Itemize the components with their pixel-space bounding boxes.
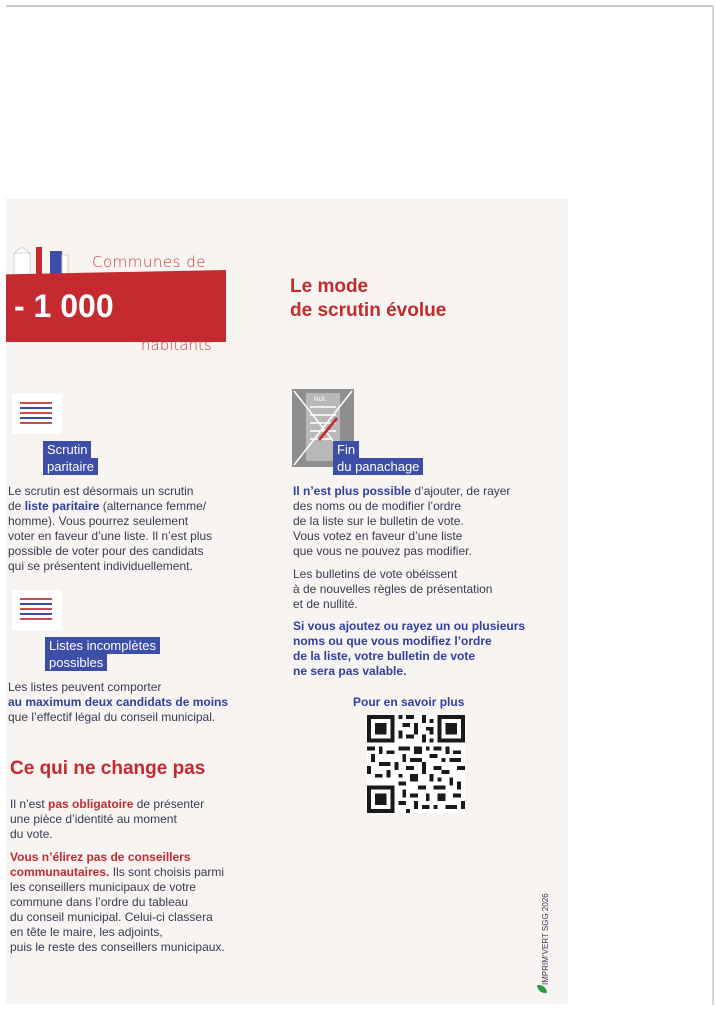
listes-line: Les listes peuvent comporter	[8, 680, 162, 694]
communes-label-bottom: habitants	[141, 336, 212, 354]
scrutin-text	[8, 484, 212, 574]
text-run: (alternance femme/	[99, 499, 207, 513]
unchanged-line-bold: Vous n’élirez pas de conseillers	[10, 850, 191, 864]
text-run: d’ajouter, de rayer	[411, 484, 511, 498]
unchanged-line	[10, 865, 225, 880]
text-run: de présenter	[133, 797, 205, 811]
nullite-line: à de nouvelles règles de présentation	[293, 582, 493, 596]
tag-scrutin: Scrutin	[43, 441, 91, 458]
scrutin-line: voter en faveur d’une liste. Il n’est plus	[8, 529, 213, 543]
text-run-bold: pas obligatoire	[48, 797, 134, 811]
unchanged-line: puis le reste des conseillers municipaux.	[10, 940, 225, 954]
scan-top-edge	[6, 5, 712, 7]
unchanged-line: en tête le maire, les adjoints,	[10, 925, 163, 939]
population-number: - 1 000	[14, 288, 114, 324]
warning-line: de la liste, votre bulletin de vote	[293, 649, 476, 663]
text-run: de	[8, 499, 25, 513]
unchanged-line: les conseillers municipaux de votre	[10, 880, 197, 894]
scrutin-line: qui se présentent individuellement.	[8, 559, 193, 573]
listes-line: que l’effectif légal du conseil municipal.	[8, 710, 216, 724]
tag-listes-incompletes: Listes incomplètes	[45, 637, 160, 654]
unchanged-heading: Ce qui ne change pas	[10, 758, 206, 779]
text-run-bold: communautaires.	[10, 865, 110, 879]
incomplete-list-icon	[12, 590, 62, 630]
communes-label-top: Communes de	[92, 253, 206, 271]
unchanged-line	[10, 797, 204, 812]
warning-line: noms ou que vous modifiez l’ordre	[293, 634, 492, 648]
text-run: Il n’est	[10, 797, 49, 811]
listes-line-bold: au maximum deux candidats de moins	[8, 695, 229, 709]
panachage-line: de la liste sur le bulletin de vote.	[293, 514, 464, 528]
unchanged-line: du conseil municipal. Celui-ci classera	[10, 910, 213, 924]
nullite-line: Les bulletins de vote obéissent	[293, 567, 458, 581]
text-run-bold: liste paritaire	[24, 499, 100, 513]
nullite-line: et de nullité.	[293, 597, 358, 611]
page-title	[290, 275, 446, 323]
unchanged-text-b	[10, 850, 225, 955]
unchanged-line: du vote.	[10, 827, 53, 841]
print-code: IMPRIM’VERT SGG 2026	[541, 893, 550, 985]
text-run: Ils sont choisis parmi	[109, 865, 225, 879]
learn-more-label: Pour en savoir plus	[353, 695, 465, 709]
text-run-bold: Il n’est plus possible	[293, 484, 412, 498]
tag-paritaire: paritaire	[43, 458, 98, 475]
scrutin-line: homme). Vous pourrez seulement	[8, 514, 189, 528]
warning-line: ne sera pas valable.	[293, 664, 407, 678]
title-line-2: de scrutin évolue	[290, 300, 447, 321]
listes-text	[8, 680, 228, 725]
unchanged-text-a	[10, 797, 204, 842]
warning-line: Si vous ajoutez ou rayez un ou plusieurs	[293, 619, 526, 633]
unchanged-line: commune dans l’ordre du tableau	[10, 895, 189, 909]
tag-possibles: possibles	[45, 654, 107, 671]
scrutin-line: possible de voter pour des candidats	[8, 544, 204, 558]
nullite-text	[293, 567, 492, 612]
scrutin-line	[8, 499, 212, 514]
panachage-line: Vous votez en faveur d’une liste	[293, 529, 463, 543]
scrutin-line: Le scrutin est désormais un scrutin	[8, 484, 194, 498]
tag-fin: Fin	[333, 441, 359, 458]
qr-code-icon[interactable]	[367, 715, 465, 813]
scan-right-edge	[712, 5, 714, 1005]
unchanged-line: une pièce d’identité au moment	[10, 812, 177, 826]
tag-du-panachage: du panachage	[333, 458, 423, 475]
title-line-1: Le mode	[290, 276, 369, 297]
warning-text	[293, 619, 525, 679]
panachage-text	[293, 484, 510, 559]
panachage-line	[293, 484, 510, 499]
ballot-list-icon	[12, 394, 62, 434]
ballot-label: NUL	[314, 396, 327, 403]
panachage-line: des noms ou de modifier l’ordre	[293, 499, 462, 513]
panachage-line: que vous ne pouvez pas modifier.	[293, 544, 472, 558]
